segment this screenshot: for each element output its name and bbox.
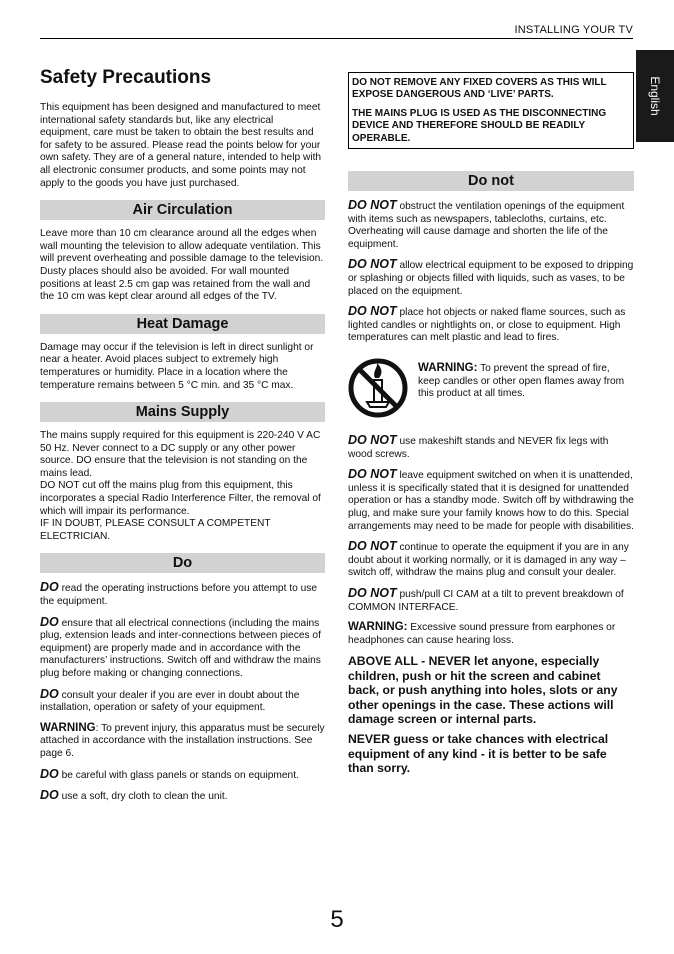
header-rule [40,38,633,39]
do-not-heading: Do not [348,171,634,191]
air-circulation-heading: Air Circulation [40,200,325,220]
do-item: DO be careful with glass panels or stands on equipment. [40,766,299,781]
warning-label: WARNING [40,721,96,734]
left-column [40,66,325,811]
do-item: DO use a soft, dry cloth to clean the unit. [40,788,228,803]
do-item: DO consult your dealer if you are ever in doubt about the installation, operation or safety of your equipment. [40,686,300,714]
no-open-flame-icon [348,358,408,418]
page-title: Safety Precautions [40,67,212,88]
above-all-paragraph: ABOVE ALL - NEVER let anyone, especially children, push or hit the screen and cabinet back, or push anything into holes, slots or any other openings in the case. These actions will damage screen or internal parts. [348,654,618,726]
do-keyword: DO [40,686,59,701]
do-heading: Do [40,553,325,573]
do-not-item: DO NOT push/pull CI CAM at a tilt to prevent breakdown of COMMON INTERFACE. [348,585,624,613]
right-column [348,72,634,782]
earphone-warning: WARNING: Excessive sound pressure from earphones or headphones can cause hearing loss. [348,621,616,646]
warning-label: WARNING: [348,621,408,634]
candle-warning-text: WARNING: To prevent the spread of fire, keep candles or other open flames away from this product at all times. [418,361,625,400]
do-not-keyword: DO NOT [348,432,397,447]
warning-label: WARNING: [418,361,478,374]
heat-damage-heading: Heat Damage [40,314,325,334]
boxed-notice-line: THE MAINS PLUG IS USED AS THE DISCONNECTING DEVICE AND THEREFORE SHOULD BE READILY OPERABLE. [352,107,607,144]
do-not-keyword: DO NOT [348,257,397,272]
do-item: DO read the operating instructions before you attempt to use the equipment. [40,580,318,608]
running-header: INSTALLING YOUR TV [514,24,633,36]
page-number: 5 [330,906,344,933]
mains-supply-heading: Mains Supply [40,402,325,422]
mains-supply-text: The mains supply required for this equipment is 220-240 V AC 50 Hz. Never connect to a DC supply or any other power source. DO ensure that the television is not standing on the mains lead. DO NOT cut off the mains plug from this equipment, this incorporates a special Radio Interference Filter, the removal of which will impair its performance. IF IN DOUBT, PLEASE CONSULT A COMPETENT ELECTRICIAN. [40,430,321,542]
intro-paragraph: This equipment has been designed and manufactured to meet international safety standards but, like any electrical equipment, care must be taken to obtain the best results and for safety to be assured. Please read the points below for your own safety. They are of a general nature, intended to help with all electronic consumer products, and some points may not apply to the goods you have just purchased. [40,102,322,189]
do-not-keyword: DO NOT [348,304,397,319]
do-not-item: DO NOT obstruct the ventilation openings of the equipment with items such as newspapers, tablecloths, curtains, etc. Overheating will cause damage and shorten the life of the equipment. [348,198,625,250]
boxed-notice [348,72,634,149]
do-keyword: DO [40,580,59,595]
mounting-warning: WARNING: To prevent injury, this apparatus must be securely attached in accordance with the installation instructions. See page 6. [40,721,325,759]
do-item: DO ensure that all electrical connections (including the mains plug, extension leads and inter-connections between pieces of equipment) are properly made and in accordance with the manufacturers’ instructions. Switch off and withdraw the mains plug before making or changing connections. [40,614,321,679]
do-not-keyword: DO NOT [348,467,397,482]
language-tab [636,50,674,142]
do-not-item: DO NOT allow electrical equipment to be exposed to dripping or splashing or objects filled with liquids, such as vases, to be placed on the equipment. [348,257,634,297]
do-not-item: DO NOT place hot objects or naked flame sources, such as lighted candles or nightlights on, or close to equipment. High temperatures can melt plastic and lead to fires. [348,304,626,344]
boxed-notice-line: DO NOT REMOVE ANY FIXED COVERS AS THIS WILL EXPOSE DANGEROUS AND ‘LIVE’ PARTS. [352,77,607,101]
language-tab-label: English [648,76,662,116]
do-not-keyword: DO NOT [348,198,397,213]
do-not-keyword: DO NOT [348,585,397,600]
air-circulation-text: Leave more than 10 cm clearance around all the edges when wall mounting the television to allow adequate ventilation. This will prevent overheating and possible damage to the television. Dusty places should also be avoided. For wall mounted positions at least 2.5 cm gap was retained from the wall and the 10 cm was kept clear around all edges of the TV. [40,228,324,303]
do-not-item: DO NOT use makeshift stands and NEVER fix legs with wood screws. [348,432,609,460]
candle-warning [348,358,634,418]
do-not-item: DO NOT continue to operate the equipment if you are in any doubt about it working normally, or it is damaged in any way – switch off, withdraw the mains plug and consult your dealer. [348,539,629,579]
do-keyword: DO [40,788,59,803]
heat-damage-text: Damage may occur if the television is left in direct sunlight or near a heater. Avoid places subject to extremely high temperatures or humidity. Place in a location where the temperature remains between 5 °C min. and 35 °C max. [40,341,314,391]
do-not-item: DO NOT leave equipment switched on when it is unattended, unless it is specifically stated that it is designed for unattended operation or has a standby mode. Switch off by withdrawing the plug, and make sure your family knows how to do this. Special arrangements may need to be made for people with disabilities. [348,467,634,532]
do-keyword: DO [40,766,59,781]
do-not-keyword: DO NOT [348,539,397,554]
do-keyword: DO [40,614,59,629]
never-guess-paragraph: NEVER guess or take chances with electrical equipment of any kind - it is better to be safe than sorry. [348,732,609,776]
